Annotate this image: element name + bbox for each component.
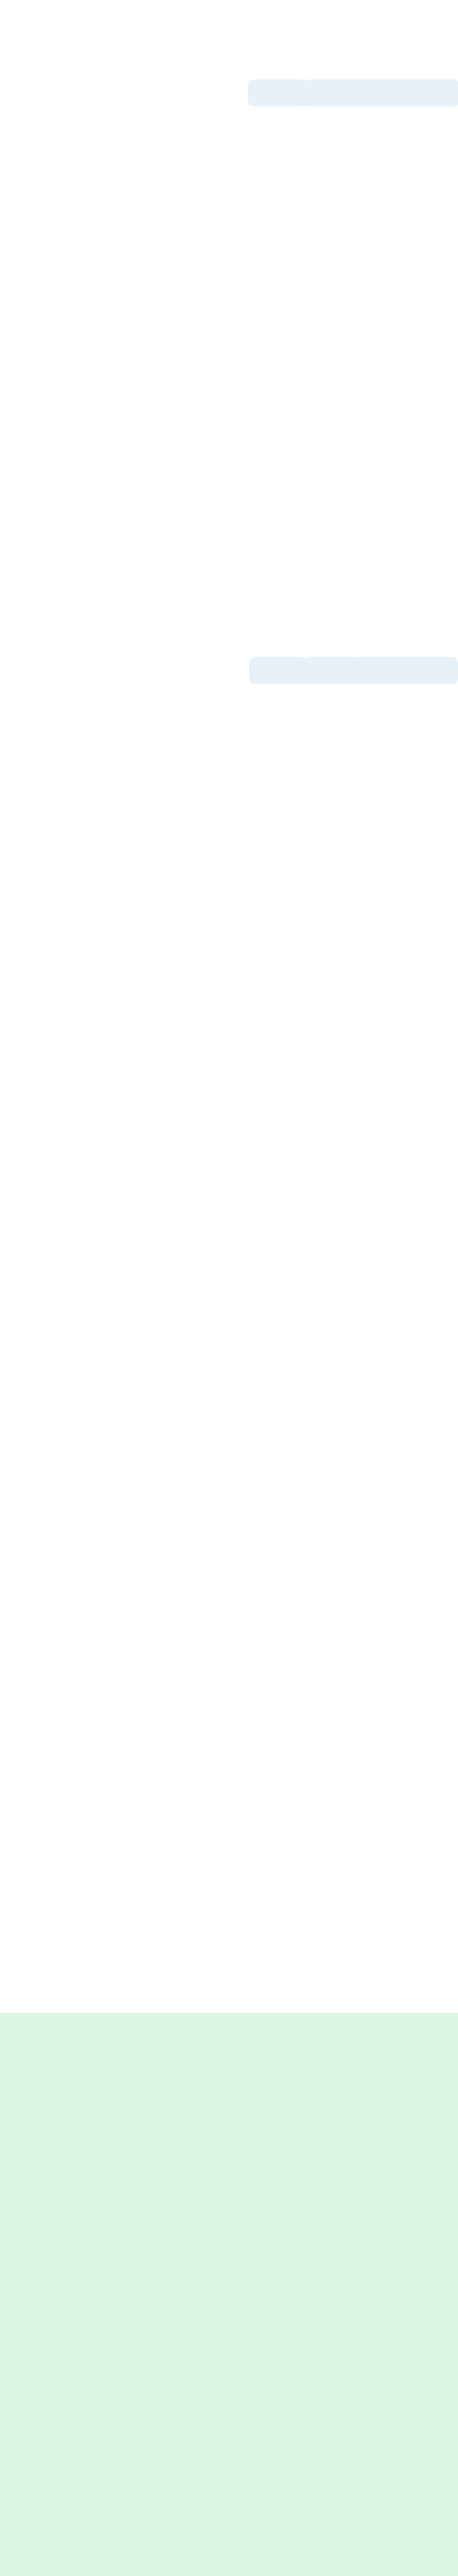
next-exercise-button[interactable]: [303, 657, 360, 684]
site-logo[interactable]: [0, 0, 458, 12]
theory-text: [0, 693, 458, 714]
prev-exercise-button[interactable]: [248, 79, 306, 106]
exercise-header: [0, 2013, 458, 2048]
all-exercises-button[interactable]: [354, 657, 458, 684]
exercise-header: [0, 75, 458, 110]
prev-exercise-button[interactable]: [249, 657, 307, 684]
next-exercise-button[interactable]: [307, 2017, 364, 2044]
all-exercises-button[interactable]: [350, 79, 458, 106]
all-exercises-button[interactable]: [364, 2017, 458, 2044]
exercise-header: [0, 653, 458, 688]
vocabulary-list: [0, 124, 458, 652]
answers-highlight: [0, 2013, 458, 2576]
